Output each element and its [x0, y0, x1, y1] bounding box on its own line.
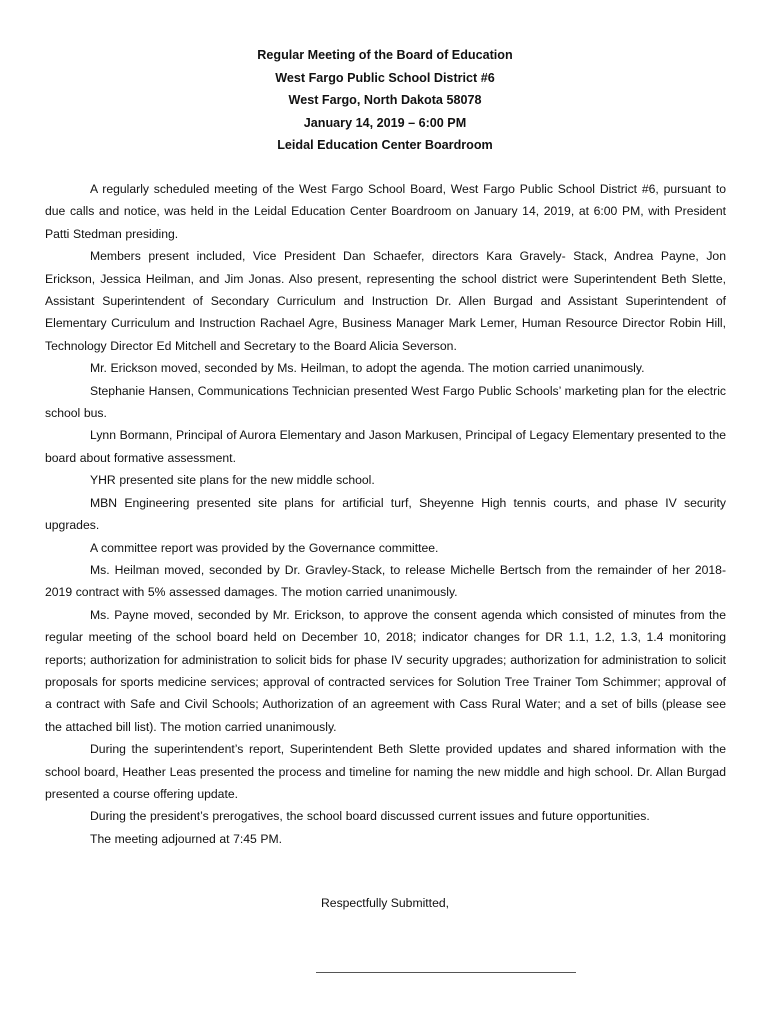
paragraph-adjournment: The meeting adjourned at 7:45 PM. — [90, 831, 283, 846]
meeting-date-time: January 14, 2019 – 6:00 PM — [303, 115, 467, 130]
paragraph-consent-agenda: Ms. Payne moved, seconded by Mr. Erickson, to approve the consent agenda which consisted of minutes from the regular meeting of the school board held on December 10, 2018; indicator changes for DR 1.1, 1.2, 1.3, 1.4 monitoring reports; authorization for administration to solicit bids for phase IV security upgrades; authorization for administration to solicit proposals for sports medicine services; approval of contracted services for Solution Tree Trainer Tom Schimmer; approval of a contract with Safe and Civil Schools; Authorization of an agreement with Cass Rural Water; and a set of bills (please see the attached bill list). The motion carried unanimously. — [45, 607, 726, 734]
district-location: West Fargo, North Dakota 58078 — [288, 93, 482, 107]
paragraph-superintendent-report: During the superintendent’s report, Superintendent Beth Slette provided updates and shared information with the school board, Heather Leas presented the process and timeline for naming the new middle and high school. Dr. Allan Burgad presented a course offering update. — [45, 742, 726, 801]
paragraph-call-to-order: A regularly scheduled meeting of the West Fargo School Board, West Fargo Public School District #6, pursuant to due calls and notice, was held in the Leidal Education Center Boardroom on January 14, 2019, at 6:00 PM, with President Patti Stedman presiding. — [45, 182, 726, 241]
meeting-title: Regular Meeting of the Board of Education — [257, 48, 513, 62]
paragraph-agenda-motion: Mr. Erickson moved, seconded by Ms. Heilman, to adopt the agenda. The motion carried unanimously. — [90, 361, 645, 376]
meeting-venue: Leidal Education Center Boardroom — [277, 138, 493, 152]
paragraph-president-prerogatives: During the president’s prerogatives, the school board discussed current issues and future opportunities. — [90, 809, 650, 824]
signature-line — [316, 972, 576, 973]
paragraph-contract-release: Ms. Heilman moved, seconded by Dr. Gravley-Stack, to release Michelle Bertsch from the remainder of her 2018-2019 contract with 5% assessed damages. The motion carried unanimously. — [45, 562, 726, 600]
paragraph-formative-assessment: Lynn Bormann, Principal of Aurora Elementary and Jason Markusen, Principal of Legacy Elementary presented to the board about formative assessment. — [45, 428, 726, 465]
closing-salutation: Respectfully Submitted, — [320, 896, 450, 910]
paragraph-middle-school-plans: YHR presented site plans for the new middle school. — [90, 473, 375, 488]
paragraph-marketing-plan: Stephanie Hansen, Communications Technician presented West Fargo Public Schools’ marketing plan for the electric school bus. — [45, 383, 726, 421]
paragraph-committee-report: A committee report was provided by the Governance committee. — [90, 540, 439, 555]
paragraph-engineering-plans: MBN Engineering presented site plans for artificial turf, Sheyenne High tennis courts, and phase IV security upgrades. — [45, 495, 726, 533]
minutes-body — [45, 178, 726, 850]
document-header — [0, 44, 770, 157]
district-name: West Fargo Public School District #6 — [275, 70, 495, 85]
paragraph-attendance: Members present included, Vice President Dan Schaefer, directors Kara Gravely- Stack, Andrea Payne, Jon Erickson, Jessica Heilman, and Jim Jonas. Also present, representing the school district were Superintendent Beth Slette, Assistant Superintendent of Secondary Curriculum and Instruction Dr. Allen Burgad and Assistant Superintendent of Elementary Curriculum and Instruction Rachael Agre, Business Manager Mark Lemer, Human Resource Director Robin Hill, Technology Director Ed Mitchell and Secretary to the Board Alicia Severson. — [45, 249, 726, 353]
